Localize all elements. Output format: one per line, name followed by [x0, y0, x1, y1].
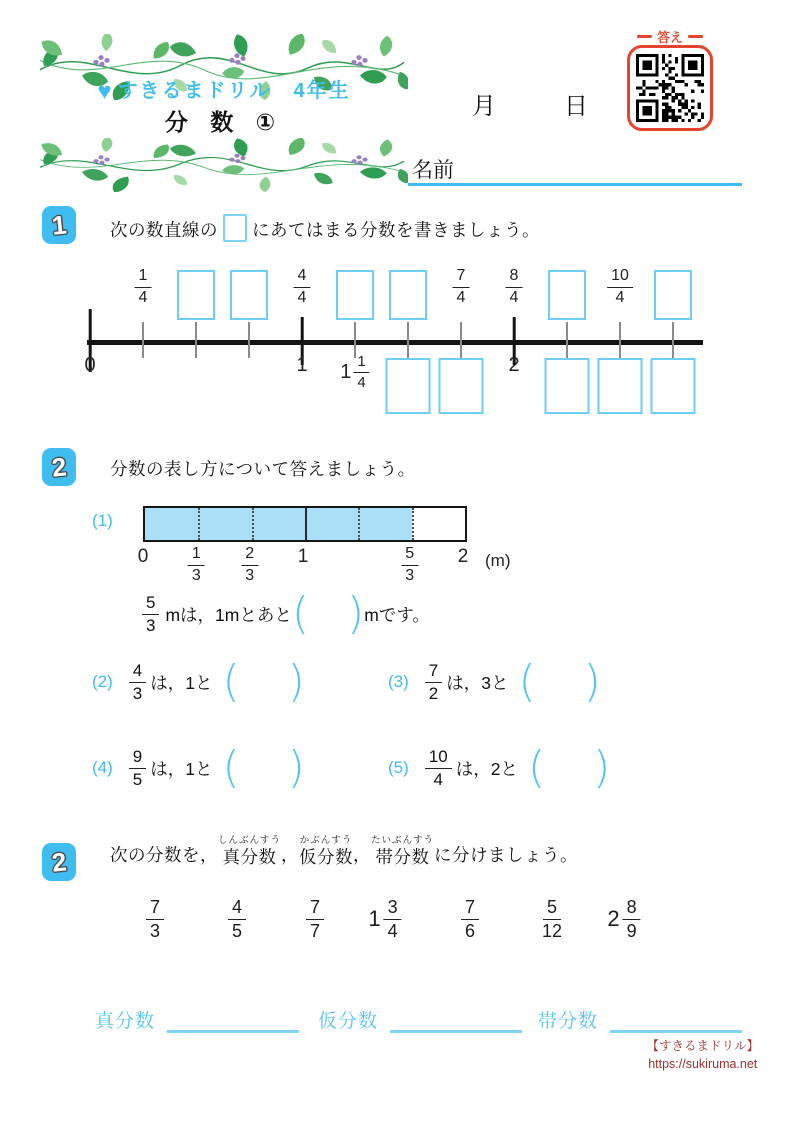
brand-text: すきるまドリル 4年生 — [117, 80, 351, 102]
number-label: 0 — [84, 354, 96, 376]
q1-prompt-suffix: にあてはまる分数を書きましょう。 — [252, 220, 540, 240]
answer-box-below[interactable] — [651, 358, 696, 414]
q2-part-text: は，1と — [150, 672, 213, 693]
q2-part-text: は，3と — [446, 672, 509, 693]
q3-fraction: 1 $\frac{3}{4}$ — [368, 898, 401, 940]
close-paren: ) — [287, 656, 305, 708]
fraction-label-above: $\frac{8}{4}$ — [506, 268, 523, 306]
bar-scale-label: 2 — [457, 546, 469, 567]
answer-box-above[interactable] — [230, 270, 268, 320]
mixed-number-label: 1 $\frac{1}{4}$ — [340, 354, 369, 390]
answer-box-above[interactable] — [654, 270, 692, 320]
q2-part1-label: (1) — [92, 511, 113, 530]
q3-answer-group — [538, 1006, 742, 1033]
close-paren: ) — [583, 656, 601, 708]
q3-fraction: $\frac{5}{12}$ — [541, 897, 563, 941]
q3-answer-line[interactable] — [390, 1008, 522, 1033]
fraction-label-above: $\frac{1}{4}$ — [135, 268, 152, 306]
bar-dotted-divider — [412, 508, 414, 540]
footer-credit — [646, 1038, 759, 1073]
tick-mark — [407, 322, 409, 358]
answer-qr-code[interactable] — [627, 45, 713, 131]
bar-scale-label: $\frac{2}{3}$ — [241, 546, 258, 584]
ruby-base: 帯分数 — [375, 846, 430, 867]
open-paren: ( — [222, 656, 240, 708]
tick-mark — [460, 322, 462, 358]
fraction-label-above: $\frac{4}{4}$ — [294, 268, 311, 306]
q3-answer-line[interactable] — [167, 1008, 299, 1033]
q2-part-label: (2) — [92, 672, 113, 691]
qr-pattern — [636, 54, 704, 122]
close-paren: ) — [287, 742, 305, 794]
q3-fraction: $\frac{7}{3}$ — [146, 898, 164, 940]
sentence-fraction: $\frac{5}{3}$ — [142, 594, 165, 634]
tick-mark — [248, 322, 250, 358]
q2-part1-sentence — [142, 588, 430, 640]
close-paren: ) — [347, 588, 365, 640]
q1-inline-answer-box — [223, 214, 247, 242]
bar-scale-label: $\frac{1}{3}$ — [188, 546, 205, 584]
day-label: 日 — [564, 93, 588, 120]
q3-fractions-row — [0, 898, 793, 962]
q2-part: (3) $\frac{7}{2}$ は，3と ( ) — [388, 656, 601, 708]
q2-part-label: (3) — [388, 672, 409, 691]
answer-qr-label: 答え — [627, 27, 713, 46]
bar-scale-label: 1 — [297, 546, 309, 567]
bar-dotted-divider — [198, 508, 200, 540]
q3-fraction: $\frac{4}{5}$ — [228, 898, 246, 940]
number-line-axis — [87, 340, 703, 345]
number-label: 2 — [508, 354, 520, 376]
month-label: 月 — [472, 93, 496, 120]
q3-fraction: 2 $\frac{8}{9}$ — [607, 898, 640, 940]
bar-unit-label: (m) — [485, 551, 511, 570]
open-paren: ( — [222, 742, 240, 794]
q1-prompt-prefix: 次の数直線の — [110, 220, 218, 240]
q2-part-label: (5) — [388, 758, 409, 777]
prompt-text: ， — [281, 845, 300, 866]
footer-site-name: 【すきるまドリル】 — [646, 1039, 759, 1053]
fraction-bar — [143, 506, 467, 542]
q2-part-text: は，1と — [150, 758, 213, 779]
open-paren: ( — [518, 656, 536, 708]
ruby-base: 仮分数 — [299, 846, 354, 867]
q1-prompt — [110, 214, 540, 242]
fraction-label-above: $\frac{7}{4}$ — [453, 268, 470, 306]
open-paren: ( — [291, 588, 310, 640]
tick-mark — [566, 322, 568, 358]
q3-answer-group — [318, 1006, 522, 1033]
answer-box-below[interactable] — [439, 358, 484, 414]
answer-box-below[interactable] — [386, 358, 431, 414]
prompt-text: に分けましょう。 — [434, 845, 579, 866]
answer-box-above[interactable] — [177, 270, 215, 320]
tick-mark — [142, 322, 144, 358]
q3-answer-label: 真分数 — [95, 1011, 156, 1032]
sentence-before: mは，1mとあと — [165, 604, 292, 625]
q2-part: (2) $\frac{4}{3}$ は，1と ( ) — [92, 656, 305, 708]
tick-mark — [195, 322, 197, 358]
name-label: 名前 — [412, 159, 454, 182]
q3-badge: 2 — [42, 843, 76, 881]
q3-fraction: $\frac{7}{6}$ — [461, 898, 479, 940]
bar-solid-divider — [305, 508, 307, 540]
name-input-line[interactable] — [408, 183, 742, 186]
worksheet-title: 分 数 ① — [164, 109, 284, 135]
number-line — [0, 262, 793, 432]
furigana: しんぶんすう — [218, 835, 282, 846]
q2-part-label: (4) — [92, 758, 113, 777]
brand-title — [40, 74, 408, 106]
ruby-term — [299, 836, 353, 867]
q3-fraction: $\frac{7}{7}$ — [306, 898, 324, 940]
ruby-term — [371, 836, 434, 867]
header-garland-bottom — [36, 138, 408, 192]
sentence-after: mです。 — [364, 604, 430, 625]
ruby-term — [218, 836, 281, 867]
answer-box-below[interactable] — [545, 358, 590, 414]
q2-badge: 2 — [42, 448, 76, 486]
furigana: かぶんすう — [299, 835, 353, 846]
q3-prompt — [110, 836, 578, 867]
q3-answer-line[interactable] — [610, 1008, 742, 1033]
bar-scale-label: 0 — [137, 546, 149, 567]
answer-box-below[interactable] — [598, 358, 643, 414]
bar-scale-label: $\frac{5}{3}$ — [401, 546, 418, 584]
heart-icon: ♥ — [97, 78, 114, 105]
bar-dotted-divider — [358, 508, 360, 540]
tick-mark — [354, 322, 356, 358]
fraction-label-above: $\frac{10}{4}$ — [607, 268, 633, 306]
q3-answer-group — [95, 1006, 299, 1033]
answer-box-above[interactable] — [336, 270, 374, 320]
q1-badge: 1 — [42, 206, 76, 244]
tick-mark — [619, 322, 621, 358]
open-paren: ( — [527, 742, 546, 794]
q2-part: (4) $\frac{9}{5}$ は，1と ( ) — [92, 742, 305, 794]
answer-box-above[interactable] — [548, 270, 586, 320]
number-label: 1 — [296, 354, 308, 376]
tick-mark — [672, 322, 674, 358]
prompt-text: ， — [353, 845, 372, 866]
q2-part-text: は，2と — [455, 758, 518, 779]
bar-dotted-divider — [252, 508, 254, 540]
q2-prompt: 分数の表し方について答えましょう。 — [110, 459, 416, 479]
ruby-base: 真分数 — [222, 846, 277, 867]
footer-url[interactable]: https://sukiruma.net — [648, 1056, 758, 1071]
q3-answer-label: 帯分数 — [538, 1011, 599, 1032]
fraction-bar-labels — [137, 545, 563, 592]
bar-filled-region — [145, 508, 412, 540]
q2-part: (5) $\frac{10}{4}$ は，2と ( ) — [388, 742, 611, 794]
furigana: たいぶんすう — [371, 835, 435, 846]
close-paren: ) — [593, 742, 611, 794]
answer-box-above[interactable] — [389, 270, 427, 320]
q3-answer-label: 仮分数 — [318, 1011, 379, 1032]
prompt-text: 次の分数を， — [110, 845, 218, 866]
